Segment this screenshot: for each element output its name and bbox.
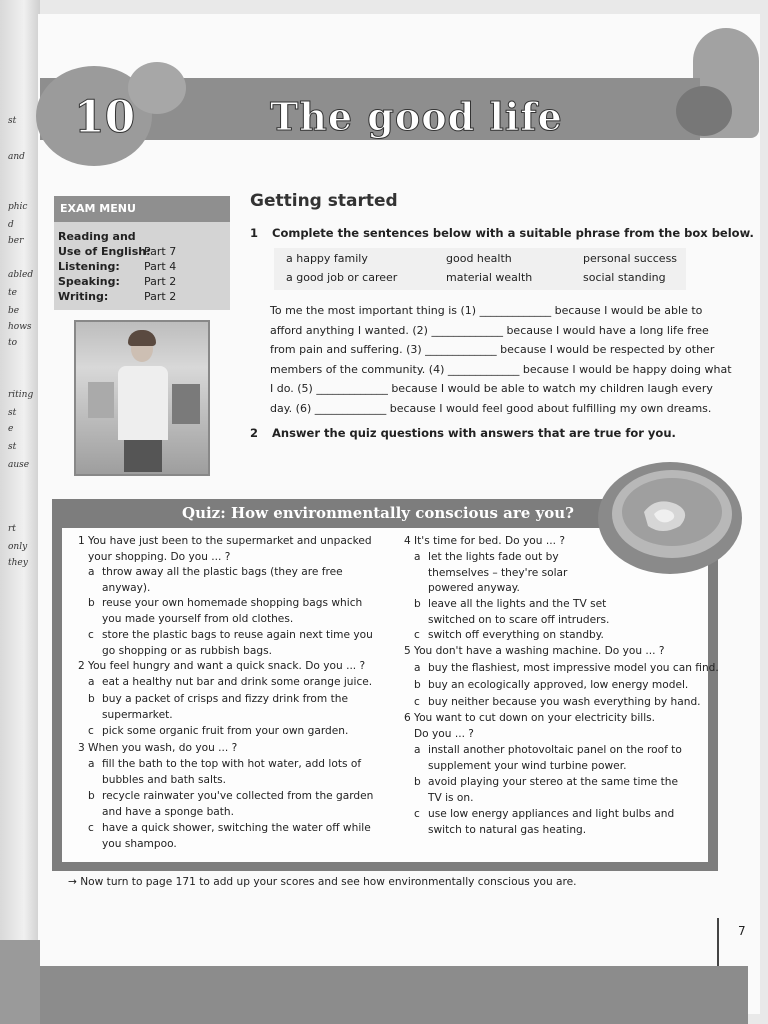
decor-circle — [128, 62, 186, 114]
margin-note: only — [8, 542, 28, 552]
question-stem-line: You feel hungry and want a quick snack. Do you ... ? — [88, 660, 366, 672]
option-letter: b — [414, 598, 421, 610]
score-instruction: → Now turn to page 171 to add up your scores and see how environmentally conscious you are. — [68, 876, 577, 888]
phrase-item: a happy family — [286, 252, 368, 265]
option-b-line: reuse your own homemade shopping bags which — [102, 597, 363, 609]
bottom-band — [38, 966, 748, 1024]
decor-circle — [676, 86, 732, 136]
passage-line: I do. (5) _____________ because I would be able to watch my children laugh every — [270, 382, 713, 395]
option-a-line: buy the flashiest, most impressive model you can find. — [428, 662, 719, 674]
option-c-line: have a quick shower, switching the water off while — [102, 822, 371, 834]
margin-note: st — [8, 408, 17, 418]
margin-note: d — [8, 220, 14, 230]
exercise-instruction: Answer the quiz questions with answers that are true for you. — [272, 426, 676, 440]
exam-menu-header — [54, 196, 230, 222]
question-stem-line: your shopping. Do you ... ? — [88, 550, 231, 563]
margin-note: riting — [8, 390, 34, 400]
option-c-line: pick some organic fruit from your own garden. — [102, 725, 349, 737]
section-heading: Getting started — [250, 191, 398, 211]
phrase-item: social standing — [583, 271, 666, 284]
shopping-bag-shape — [88, 382, 114, 418]
figure-coat-shape — [118, 366, 168, 440]
option-letter: c — [88, 822, 94, 834]
exam-menu-label: Writing: — [58, 290, 109, 303]
option-a-line: bubbles and bath salts. — [102, 773, 226, 786]
option-a-line: throw away all the plastic bags (they are free — [102, 566, 343, 578]
margin-note: rt — [8, 524, 16, 534]
question-stem-line: When you wash, do you ... ? — [88, 742, 238, 754]
exam-menu-title: EXAM MENU — [60, 202, 136, 215]
option-letter: b — [414, 679, 421, 691]
passage-line: afford anything I wanted. (2) _____________ because I would have a long life free — [270, 323, 709, 337]
option-letter: b — [88, 597, 95, 609]
bathtub-image — [596, 456, 744, 580]
question-number: 2 — [78, 660, 85, 672]
phrase-item: good health — [446, 252, 512, 265]
margin-note: ause — [8, 460, 30, 470]
option-letter: a — [414, 662, 421, 674]
question-stem-line: You want to cut down on your electricity bills. — [414, 712, 656, 724]
passage-line: members of the community. (4) _____________ because I would be happy doing what — [270, 362, 732, 376]
phrase-item: a good job or career — [286, 271, 398, 284]
exercise-number: 2 — [250, 426, 259, 440]
option-a-line: let the lights fade out by — [428, 551, 559, 563]
quiz-title: Quiz: How environmentally conscious are you? — [182, 504, 574, 522]
exam-menu-label: Reading and — [58, 230, 136, 243]
margin-note: they — [8, 558, 28, 568]
option-letter: c — [414, 696, 420, 708]
option-b-line: recycle rainwater you've collected from the garden — [102, 790, 374, 802]
option-b-line: buy an ecologically approved, low energy model. — [428, 679, 689, 691]
option-letter: b — [414, 776, 421, 788]
option-letter: c — [88, 629, 94, 641]
option-c-line: buy neither because you wash everything by hand. — [428, 696, 701, 708]
option-b-line: buy a packet of crisps and fizzy drink from the — [102, 693, 348, 705]
spine-shadow — [0, 940, 40, 1024]
unit-title: The good life — [270, 94, 563, 139]
margin-note: be — [8, 306, 20, 316]
margin-note: abled — [8, 270, 34, 280]
unit-number: 10 — [74, 92, 136, 143]
option-c-line: go shopping or as rubbish bags. — [102, 644, 272, 657]
option-c-line: switch off everything on standby. — [428, 629, 604, 641]
exam-menu-label: Speaking: — [58, 275, 120, 288]
phrase-item: material wealth — [446, 271, 533, 284]
option-b-line: supermarket. — [102, 708, 173, 721]
phrase-item: personal success — [583, 252, 678, 265]
question-stem-line: It's time for bed. Do you ... ? — [414, 535, 565, 547]
margin-note: to — [8, 338, 18, 348]
option-letter: c — [414, 629, 420, 641]
page-number-rule — [717, 918, 719, 970]
exam-menu-value: Part 2 — [144, 290, 177, 303]
figure-legs-shape — [124, 440, 162, 472]
margin-note: st — [8, 116, 17, 126]
option-letter: a — [88, 566, 95, 578]
option-b-line: and have a sponge bath. — [102, 805, 235, 818]
figure-hair-shape — [128, 330, 156, 346]
exercise-instruction: Complete the sentences below with a suitable phrase from the box below. — [272, 226, 754, 240]
option-a-line: install another photovoltaic panel on the roof to — [428, 744, 682, 756]
passage-line: from pain and suffering. (3) _____________ because I would be respected by other — [270, 343, 715, 356]
option-c-line: use low energy appliances and light bulbs and — [428, 808, 675, 820]
question-stem-line: You don't have a washing machine. Do you ... ? — [414, 645, 665, 657]
option-c-line: store the plastic bags to reuse again next time you — [102, 629, 373, 641]
option-a-line: fill the bath to the top with hot water, add lots of — [102, 758, 362, 770]
option-a-line: anyway). — [102, 581, 151, 594]
margin-note: and — [8, 152, 25, 162]
question-stem-line: Do you ... ? — [414, 727, 474, 740]
passage-line: To me the most important thing is (1) _____________ because I would be able to — [270, 304, 703, 317]
option-b-line: leave all the lights and the TV set — [428, 598, 607, 610]
margin-note: ber — [8, 236, 24, 246]
option-a-line: powered anyway. — [428, 582, 520, 595]
option-letter: a — [88, 676, 95, 688]
shopping-woman-photo — [74, 320, 210, 476]
margin-note: e — [8, 424, 14, 434]
margin-note: hows — [8, 322, 32, 332]
option-letter: a — [414, 744, 421, 756]
gap-fill-passage — [270, 301, 730, 418]
question-number: 4 — [404, 535, 411, 547]
exam-menu-value: Part 4 — [144, 260, 177, 273]
question-stem-line: You have just been to the supermarket and unpacked — [88, 535, 372, 547]
option-letter: b — [88, 790, 95, 802]
passage-line: day. (6) _____________ because I would feel good about fulfilling my own dreams. — [270, 401, 712, 415]
option-letter: c — [414, 808, 420, 820]
question-number: 6 — [404, 712, 411, 724]
option-c-line: switch to natural gas heating. — [428, 823, 587, 836]
margin-note: te — [8, 288, 17, 298]
page-number: 7 — [738, 924, 746, 938]
exam-menu-label: Use of English: — [58, 245, 151, 258]
shopping-bag-shape — [172, 384, 200, 424]
option-letter: c — [88, 725, 94, 737]
option-b-line: avoid playing your stereo at the same time the — [428, 776, 678, 788]
option-a-line: themselves – they're solar — [428, 566, 568, 579]
option-c-line: you shampoo. — [102, 837, 177, 850]
option-a-line: eat a healthy nut bar and drink some orange juice. — [102, 676, 373, 688]
option-b-line: you made yourself from old clothes. — [102, 612, 294, 625]
margin-note: st — [8, 442, 17, 452]
option-b-line: switched on to scare off intruders. — [428, 613, 610, 626]
question-number: 5 — [404, 645, 411, 657]
exercise-number: 1 — [250, 226, 259, 240]
option-letter: a — [414, 551, 421, 563]
option-a-line: supplement your wind turbine power. — [428, 759, 627, 772]
exam-menu-value: Part 2 — [144, 275, 177, 288]
question-number: 1 — [78, 535, 85, 547]
option-letter: b — [88, 693, 95, 705]
exam-menu-value: Part 7 — [144, 245, 177, 258]
option-letter: a — [88, 758, 95, 770]
exam-menu — [54, 196, 230, 310]
option-b-line: TV is on. — [428, 791, 474, 804]
margin-note: phic — [8, 202, 28, 212]
question-number: 3 — [78, 742, 85, 754]
exam-menu-label: Listening: — [58, 260, 120, 273]
